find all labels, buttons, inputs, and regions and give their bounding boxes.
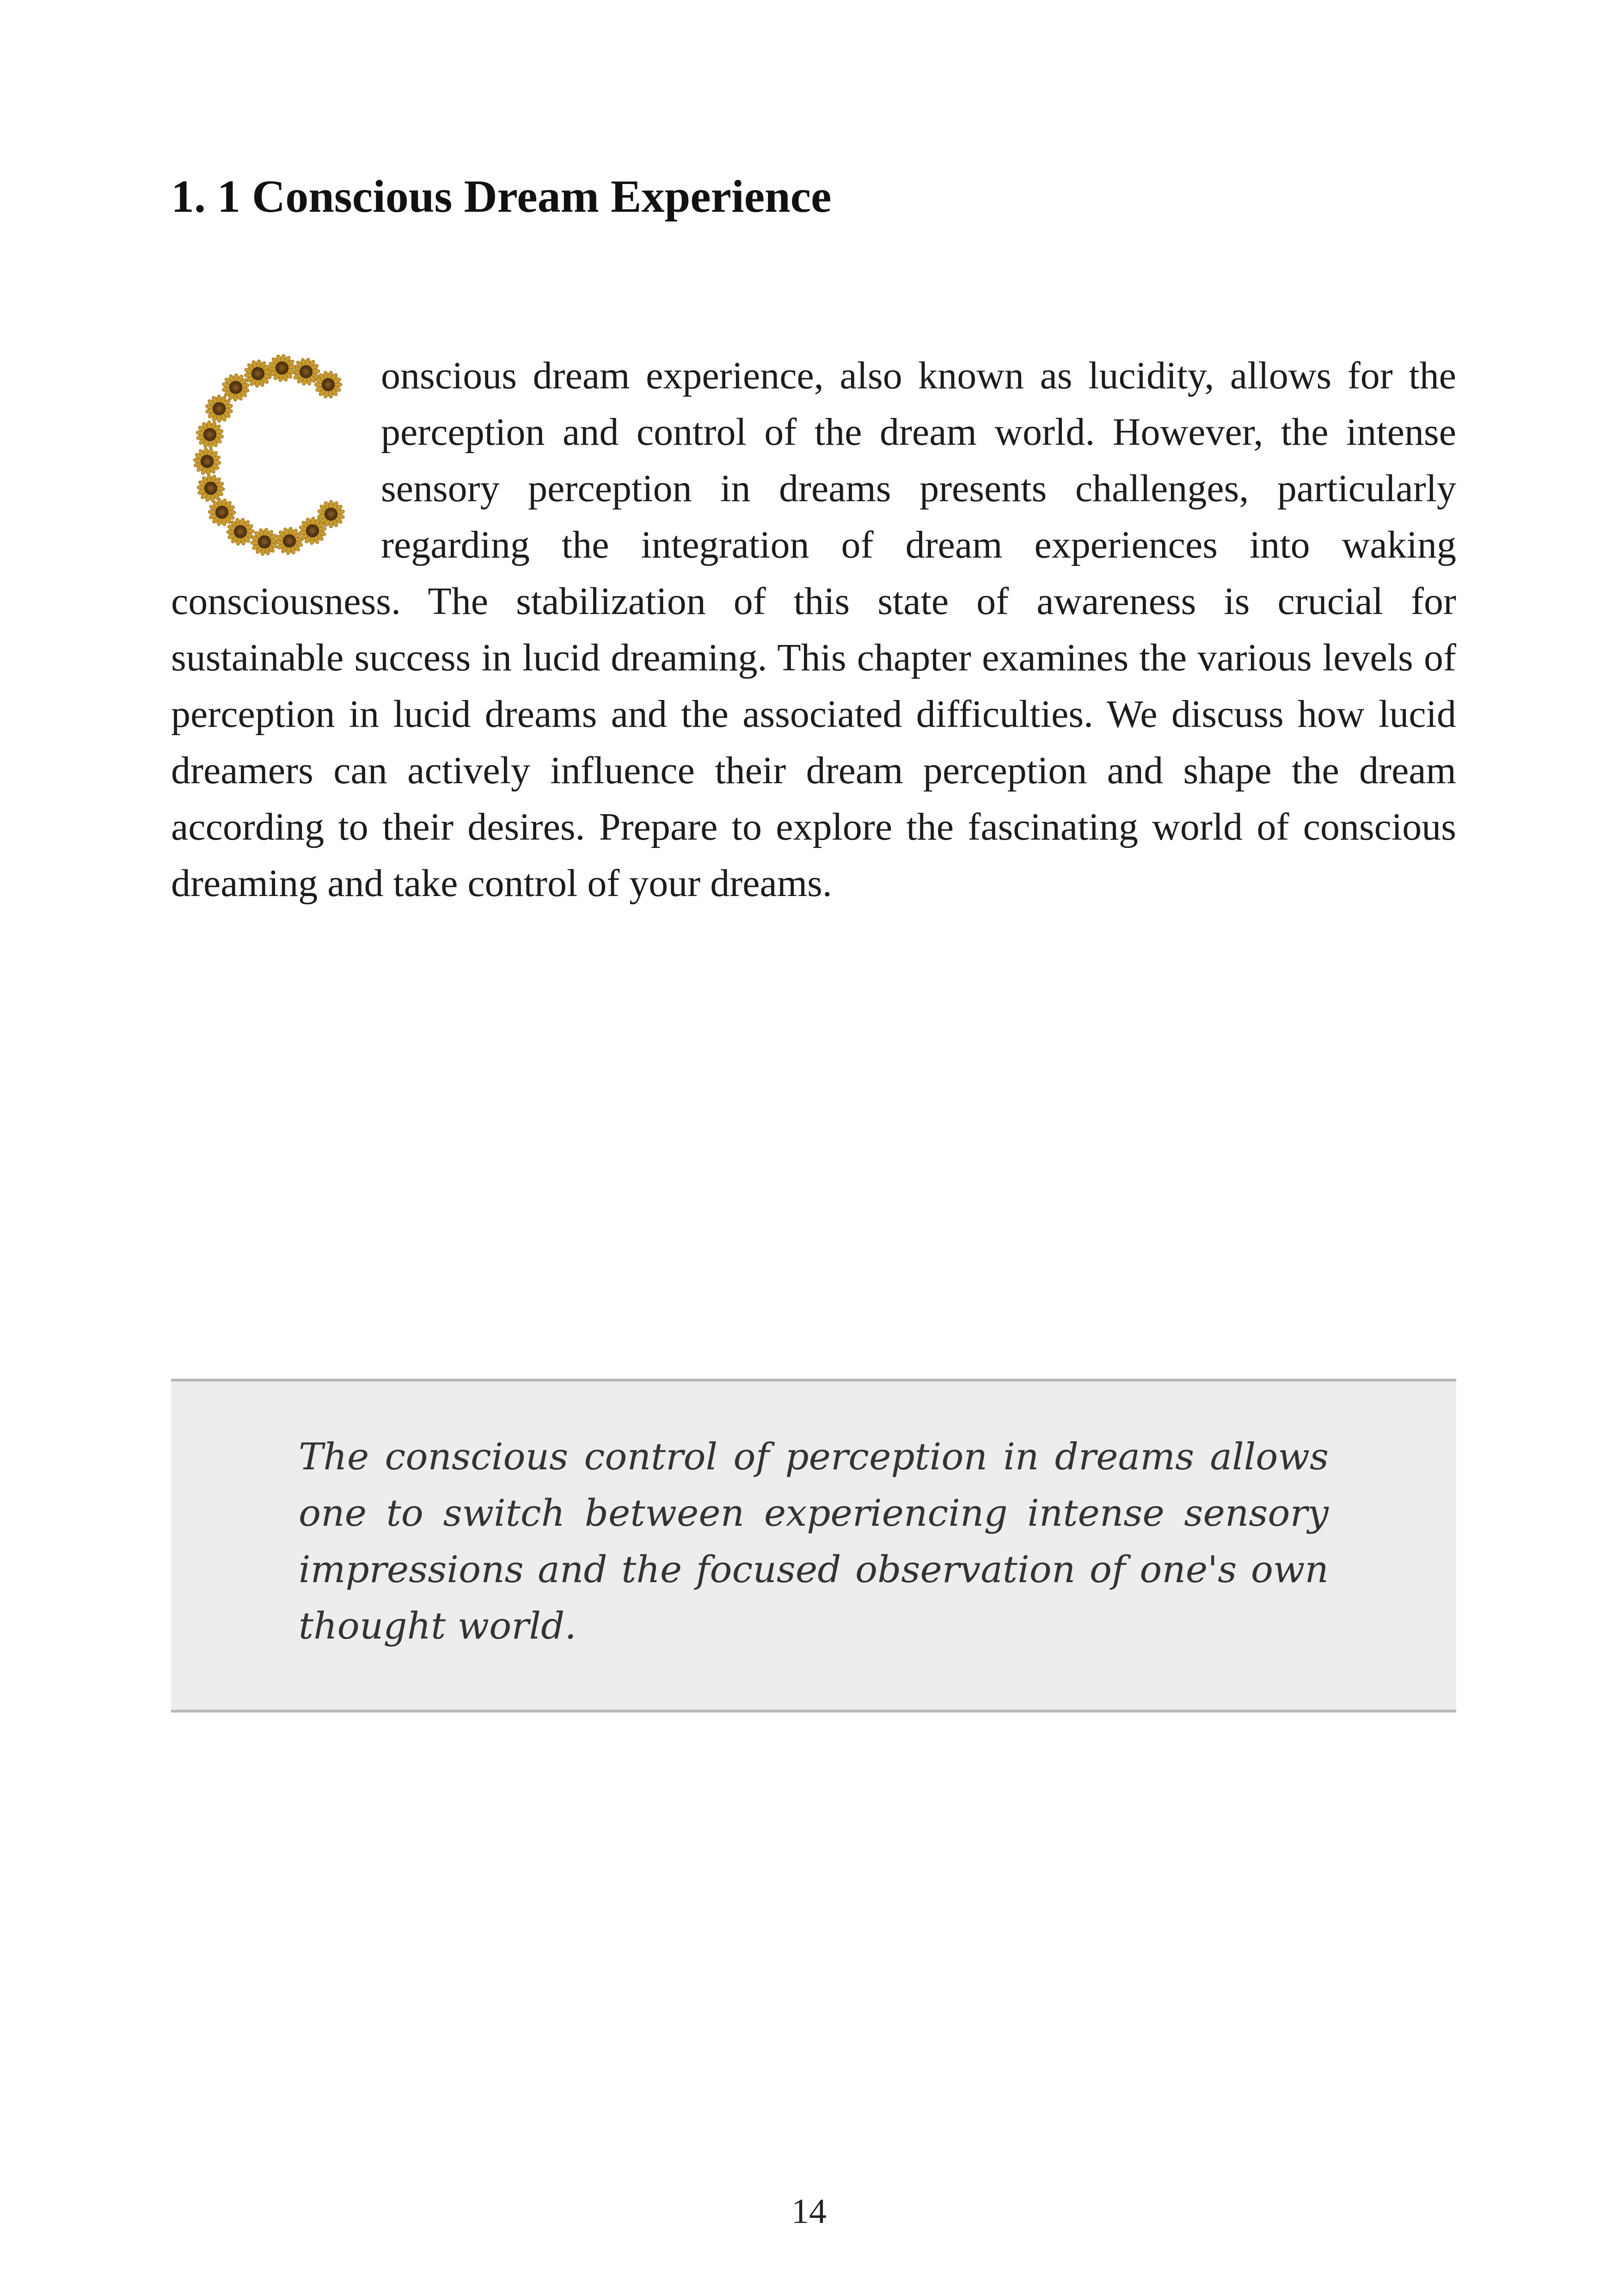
dropcap-c-ornament — [171, 348, 347, 565]
quote-box — [171, 1379, 1456, 1713]
section-heading: 1. 1 Conscious Dream Experience — [171, 171, 832, 222]
quote-text: The conscious control of perception in dreams allows one to switch between experiencing intense sensory impressions and the focused observation of one's own thought world. — [299, 1435, 1329, 1647]
page-number: 14 — [791, 2192, 827, 2231]
sunflower-ornament — [274, 526, 305, 556]
body-paragraph — [171, 348, 1456, 912]
sunflower-ornament — [190, 444, 225, 479]
sunflower-letter-c-icon — [171, 348, 365, 565]
body-text: onscious dream experience, also known as lucidity, allows for the perception and control of the dream world. However, the intense sensory perception in dreams presents challenges, particularly regarding the integration of dream experiences into waking consciousness. The stabilization of this state of awareness is crucial for sustainable success in lucid dreaming. This chapter examines the various levels of perception in lucid dreams and the associated difficulties. We discuss how lucid dreamers can actively influence their dream perception and shape the dream according to their desires. Prepare to explore the fascinating world of conscious dreaming and take control of your dreams. — [171, 354, 1456, 905]
sunflower-ornament — [314, 371, 342, 399]
sunflower-ornament — [196, 473, 226, 503]
